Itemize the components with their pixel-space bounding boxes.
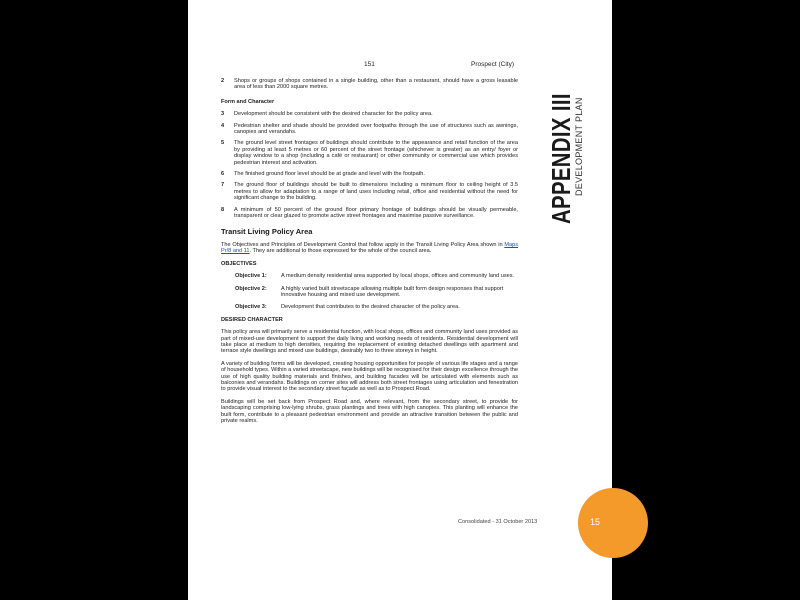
- list-item: 4 Pedestrian shelter and shade should be provided over footpaths through the use of structures such as awnings, canopies and verandahs.: [221, 122, 518, 136]
- maps-link[interactable]: Maps Pr/8 and 11: [221, 241, 518, 255]
- objective-item: Objective 2: A highly varied built streetscape allowing multiple built form design responses that support innovative housing and mixed use development.: [235, 285, 504, 298]
- paragraph: This policy area will primarily serve a residential function, with local shops, offices and community land uses provided as part of mixed-use development to support the daily living and working needs of residents. Residential development will take place at medium to high densities, requiring the replacement of existing detached dwellings with apartment and terrace style dwellings and mixed use buildings, desirably two to three storeys in height.: [221, 329, 518, 355]
- document-page: [188, 0, 612, 600]
- appendix-side-title: [530, 58, 594, 228]
- list-item: 7 The ground floor of buildings should be built to dimensions including a minimum floor to ceiling height of 3.5 metres to allow for adaptation to a range of land uses including retail, office and residential without the need for significant change to the building.: [221, 182, 518, 202]
- objectives-heading: OBJECTIVES: [221, 260, 257, 267]
- header-page-number: 151: [364, 61, 375, 68]
- objective-item: Objective 1: A medium density residential area supported by local shops, offices and community land uses.: [235, 273, 515, 280]
- list-item: 3 Development should be consistent with the desired character for the policy area.: [221, 111, 433, 118]
- page-content: [221, 78, 518, 430]
- form-character-heading: Form and Character: [221, 98, 275, 105]
- header-council: Prospect (City): [471, 61, 514, 68]
- page-number: 15: [590, 517, 601, 527]
- list-item: 2 Shops or groups of shops contained in a single building, other than a restaurant, should have a gross leasable area of less than 2000 square metres.: [221, 78, 518, 91]
- section-title: Transit Living Policy Area: [221, 226, 313, 236]
- paragraph: Buildings will be set back from Prospect Road and, where relevant, from the secondary street, to provide for landscaping comprising low-lying shrubs, grass plantings and trees with high canopies. This planting will enhance the built form, contribute to a pleasant pedestrian environment and provide an attractive transition between the public and private realms.: [221, 398, 518, 425]
- list-item: 5 The ground level street frontages of buildings should contribute to the appearance and retail function of the area by providing at least 5 metres or 60 percent of the street frontage (whichever is greater) as an entry/ foyer or display window to a shop (including a café or restaurant) or other community or commercial use which provides pedestrian interest and activation.: [221, 140, 518, 166]
- footer-consolidated-date: Consolidated - 31 October 2013: [458, 519, 538, 525]
- page-number-badge: [578, 488, 648, 558]
- list-item: 6 The finished ground floor level should be at grade and level with the footpath.: [221, 171, 425, 178]
- development-plan-label: DEVELOPMENT PLAN: [574, 97, 584, 196]
- objective-item: Objective 3: Development that contributes to the desired character of the policy area.: [235, 304, 460, 311]
- appendix-label: APPENDIX III: [546, 93, 576, 224]
- list-item: 8 A minimum of 50 percent of the ground floor primary frontage of buildings should be visually permeable, transparent or clear glazed to promote active street frontages and maximise passive surveillance.: [221, 206, 518, 220]
- paragraph: A variety of building forms will be developed, creating housing opportunities for people of various life stages and a range of household types. Within a varied streetscape, new buildings will be recognised for their design excellence through the use of high quality building materials and finishes, and building facades will be articulated with elements such as balconies and verandahs. Buildings on corner sites will address both street frontages using articulation and fenestration to provide visual interest to the secondary street façade as well as to Prospect Road.: [221, 360, 518, 393]
- intro-paragraph: The Objectives and Principles of Development Control that follow apply in the Transit Living Policy Area shown in Maps Pr/8 and 11. They are additional to those expressed for the whole of the council area.: [221, 241, 518, 255]
- desired-character-heading: DESIRED CHARACTER: [221, 316, 283, 323]
